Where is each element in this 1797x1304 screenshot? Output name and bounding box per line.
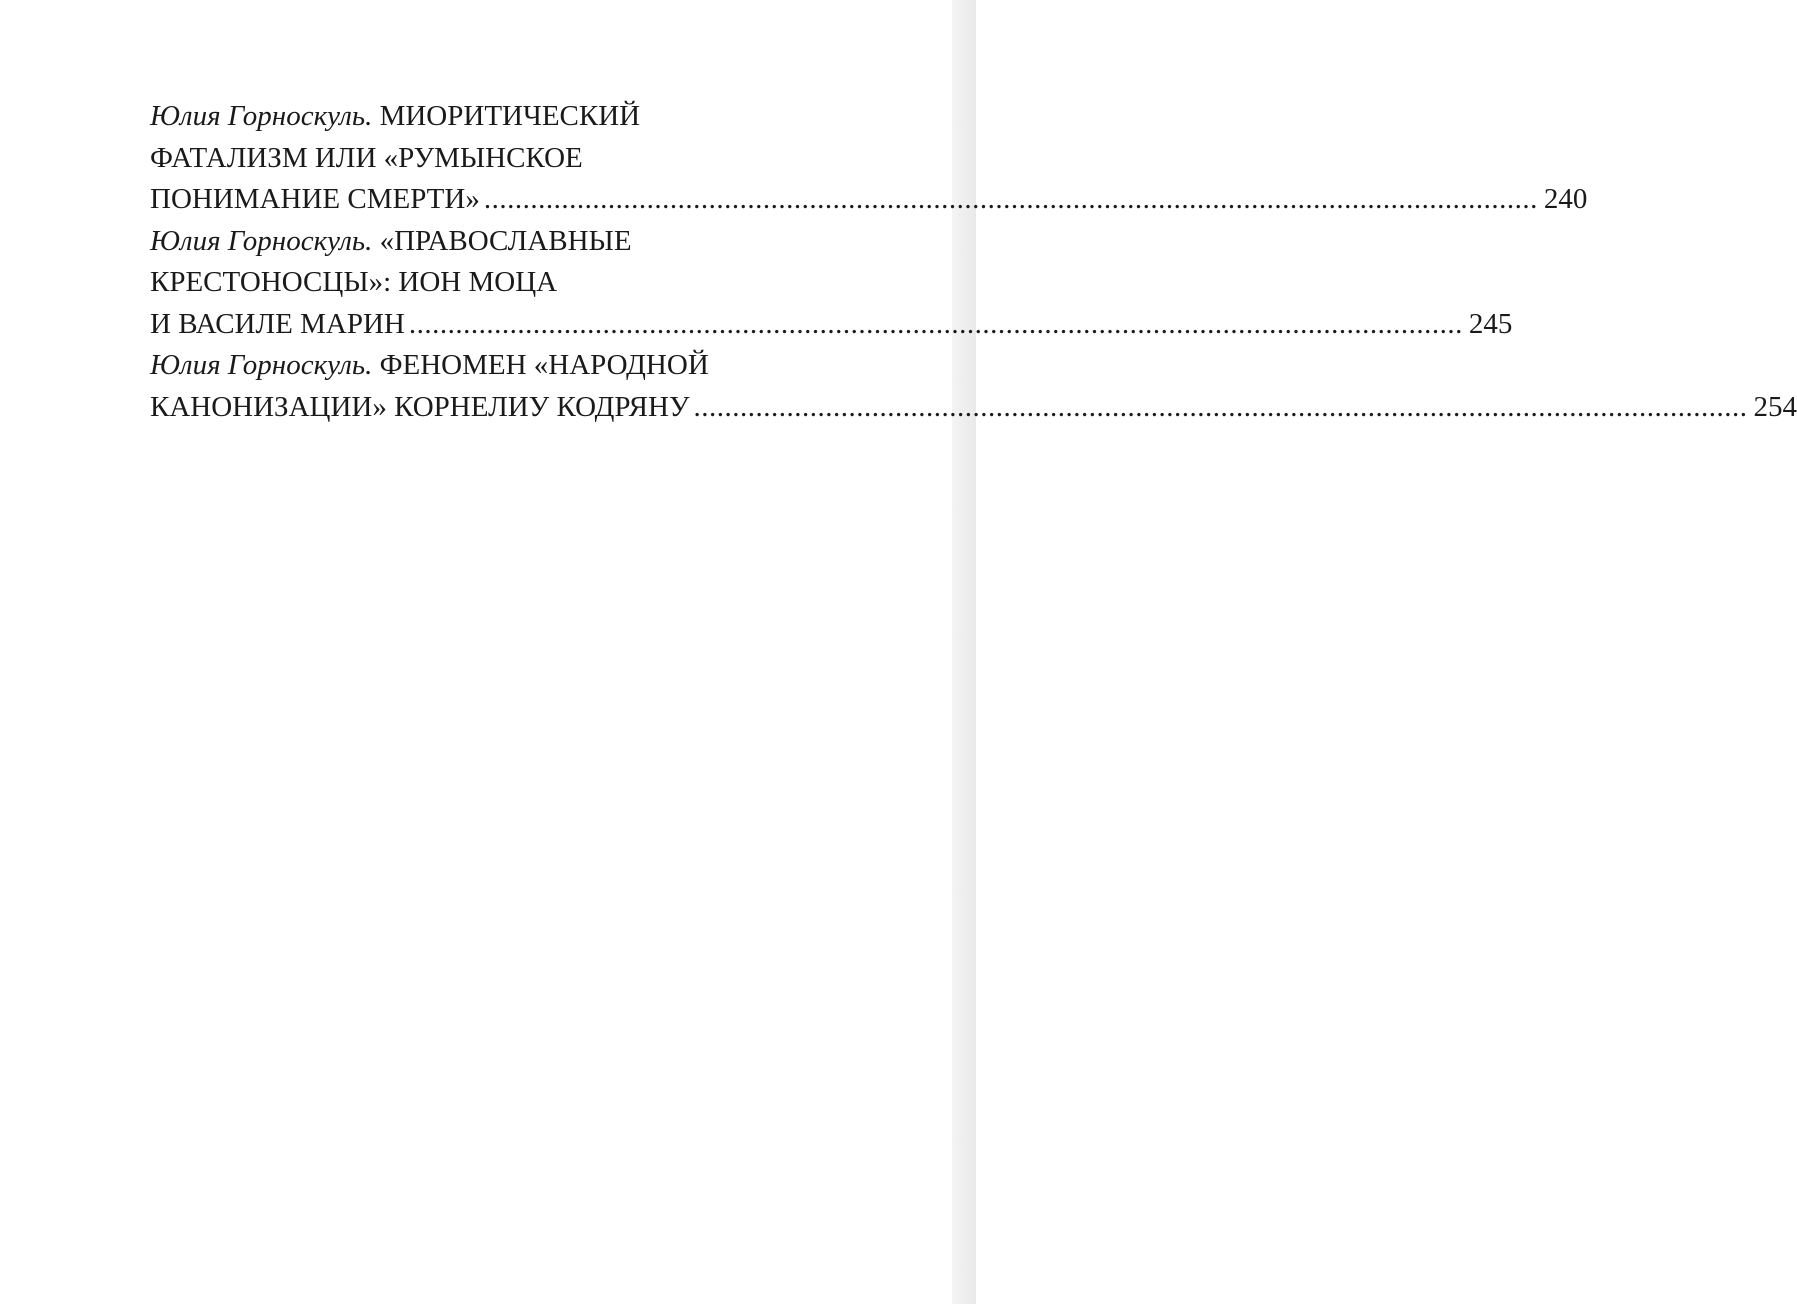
toc-entry-author: Юлия Горноскуль.: [150, 349, 373, 381]
toc-entry-page-number: 254: [1753, 390, 1797, 423]
toc-entry-author: Юлия Горноскуль.: [150, 100, 373, 132]
toc-entry-page-number: 240: [1543, 183, 1588, 215]
toc-entry-title: МИОРИТИЧЕСКИЙ: [379, 100, 641, 132]
toc-entry: [150, 345, 1797, 428]
toc-entry-title: ПОНИМАНИЕ СМЕРТИ»: [150, 183, 480, 215]
toc-entry-author: Юлия Горноскуль.: [150, 224, 373, 257]
toc-entry-first-line: [150, 221, 866, 263]
toc-entry: [150, 221, 1513, 346]
toc-entry-title: И ВАСИЛЕ МАРИН: [150, 307, 405, 340]
toc-entry-last-line: [150, 179, 1588, 221]
toc-entry-last-line: [150, 304, 1513, 346]
toc-entry-title: ФАТАЛИЗМ ИЛИ «РУМЫНСКОЕ: [150, 141, 583, 174]
dot-leader: ........................................................................................................................................: [483, 183, 1538, 215]
toc-entry-page-number: 245: [1468, 307, 1513, 340]
toc-entry-first-line: [150, 96, 866, 138]
toc-entry-title: КАНОНИЗАЦИИ» КОРНЕЛИУ КОДРЯНУ: [150, 390, 690, 423]
toc-entry-title: КРЕСТОНОСЦЫ»: ИОН МОЦА: [150, 266, 558, 298]
table-of-contents: [150, 96, 1797, 428]
toc-entry-last-line: [150, 387, 1797, 429]
dot-leader: ........................................................................................................................................: [408, 307, 1463, 340]
toc-entry-first-line: [150, 345, 866, 387]
dot-leader: ........................................................................................................................................: [693, 390, 1748, 423]
toc-entry-title: ФЕНОМЕН «НАРОДНОЙ: [379, 349, 709, 381]
toc-entry-title: «ПРАВОСЛАВНЫЕ: [379, 224, 632, 257]
toc-entry: [150, 96, 1588, 221]
